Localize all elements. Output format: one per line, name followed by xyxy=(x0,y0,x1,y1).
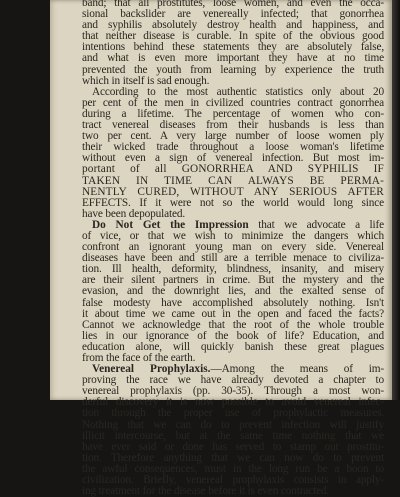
text-line: it about time we came out in the open and faced the facts? xyxy=(82,307,384,320)
text-line: diseases have been and still are a terrible menace to civiliza- xyxy=(82,252,384,265)
paragraph xyxy=(82,0,384,87)
text-line: tion through the proper use of prophylactic measures. xyxy=(82,407,384,420)
text-line: are their silent partners in crime. But the mystery and the xyxy=(82,274,384,287)
text-line: According to the most authentic statistics only about 20 xyxy=(92,85,384,98)
text-line: venereal prophylaxis (pp. 30-35). Through a most won- xyxy=(82,385,384,398)
text-line: confront an ignorant young man on every side. Venereal xyxy=(82,241,384,254)
page-text xyxy=(82,0,384,497)
text-line: sional backslider are venereally infected; that gonorrhea xyxy=(82,8,384,21)
text-line: derful discovery it is now possible to avoid venereal infec- xyxy=(82,396,384,409)
paragraph-heading: Venereal Prophylaxis. xyxy=(92,363,211,376)
text-line: the awful consequences, must in the long run be a boon to xyxy=(82,462,384,475)
book-spine-edge xyxy=(392,0,400,400)
text-line: without even a sign of venereal infection. But most im- xyxy=(82,152,384,165)
text-line: per cent of the men in civilized countries contract gonorrhea xyxy=(82,96,384,109)
paragraph xyxy=(82,364,384,497)
text-run: that we advocate a life xyxy=(248,218,385,231)
text-line: and what is even more important they have at no time xyxy=(82,52,384,65)
text-line: lies in our ignorance of the book of life? Education, and xyxy=(82,329,384,342)
text-line: tion. Ill health, deformity, blindness, insanity, and misery xyxy=(82,263,384,276)
text-line: two per cent. A very large number of loose women ply xyxy=(82,130,384,143)
text-line: EFFECTS. If it were not so the world would long since xyxy=(82,196,384,209)
text-line: evasion, and the downright lies, and the exalted sense of xyxy=(82,285,384,298)
text-line: portant of all GONORRHEA AND SYPHILIS IF xyxy=(82,163,384,176)
text-line: illicit intercourse, but at the same time nothing that we xyxy=(82,429,384,442)
text-line: prevented the youth from learning by experience the truth xyxy=(82,63,384,76)
text-line: during a lifetime. The percentage of women who con- xyxy=(82,107,384,120)
text-line: and syphilis absolutely destroy health and happiness, and xyxy=(82,19,384,32)
text-line: from the face of the earth. xyxy=(82,352,196,364)
text-line: Cannot we acknowledge that the root of the whole trouble xyxy=(82,318,384,331)
text-line: that neither disease is curable. In spite of the obvious good xyxy=(82,30,384,43)
text-line: proving the race we have already devoted a chapter to xyxy=(82,374,384,387)
text-line: of vice, or that we wish to minimize the dangers which xyxy=(82,229,384,242)
paragraph-heading: Do Not Get the Impression xyxy=(92,218,249,231)
text-line: NENTLY CURED, WITHOUT ANY SERIOUS AFTER xyxy=(82,185,384,198)
text-line: education alone, will quickly banish these great plagues xyxy=(82,340,384,353)
paragraph xyxy=(82,220,384,364)
text-run: —Among the means of im- xyxy=(210,363,384,376)
text-line: false modesty have accomplished absolutely nothing. Isn't xyxy=(82,296,384,309)
text-line: Nothing that we can do to prevent infection will justify xyxy=(82,418,384,431)
text-line: TAKEN IN TIME CAN ALWAYS BE PERMA- xyxy=(82,174,384,187)
text-line: ing treatment for the disease before it is even contracted. xyxy=(82,485,330,497)
text-line: have been depopulated. xyxy=(82,207,186,220)
text-line: have ever said or done has served to stamp out prostitu- xyxy=(82,440,384,453)
text-line: intentions behind these statements they are absolutely false, xyxy=(82,41,384,54)
text-line: their wicked trade throughout a loose woman's lifetime xyxy=(82,141,384,154)
book-page xyxy=(50,0,392,497)
text-line: civilization. Briefly, venereal prophylaxis consists in apply- xyxy=(82,474,384,487)
text-line: tion. Therefore anything that we can now do to prevent xyxy=(82,451,384,464)
text-line: tract venereal diseases from their husbands is less than xyxy=(82,119,384,132)
paragraph xyxy=(82,87,384,220)
text-line: which in itself is sad enough. xyxy=(82,74,210,87)
text-line: band; that all prostitutes, loose women, and even the occa- xyxy=(82,0,384,9)
